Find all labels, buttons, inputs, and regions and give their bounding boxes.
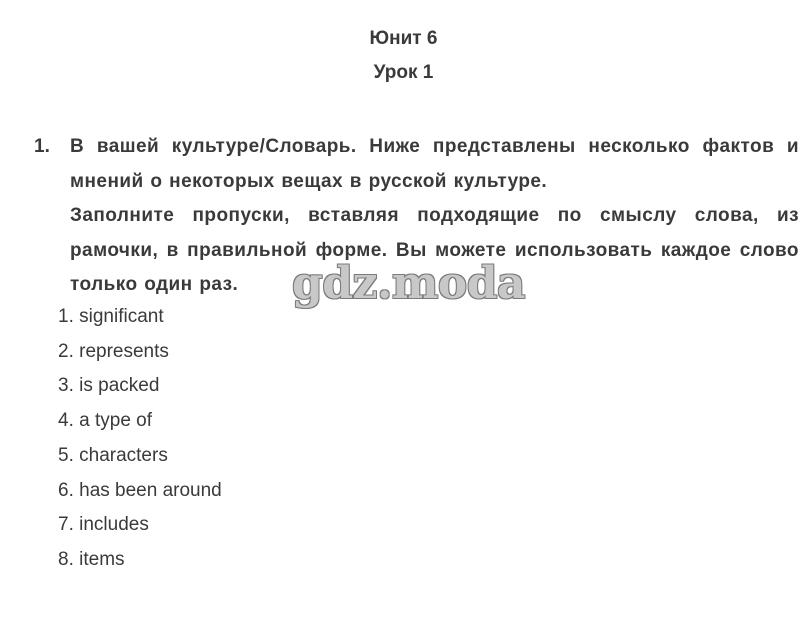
answer-item: 6. has been around (58, 479, 222, 501)
answer-item: 8. items (58, 548, 125, 570)
answer-item: 3. is packed (58, 375, 160, 397)
answer-item: 7. includes (58, 514, 149, 536)
task-number: 1. (34, 136, 50, 157)
answer-list (58, 300, 222, 578)
task-paragraph-1: В вашей культуре/Словарь. Ниже представлены несколько фактов и мнений о некоторых вещах в русской культуре. (70, 136, 799, 192)
unit-title: Юнит 6 (369, 28, 438, 49)
watermark-logo: gdz.moda (292, 258, 526, 309)
answer-item: 2. represents (58, 340, 169, 362)
answer-item: 5. characters (58, 444, 168, 466)
task-paragraph-2: Заполните пропуски, вставляя подходящие по смыслу слова, из рамочки, в правильной форме. Вы можете использовать каждое слово только один раз. (70, 205, 799, 295)
answer-item: 1. significant (58, 306, 164, 327)
answer-item: 4. a type of (58, 410, 153, 432)
lesson-title: Урок 1 (373, 62, 434, 83)
